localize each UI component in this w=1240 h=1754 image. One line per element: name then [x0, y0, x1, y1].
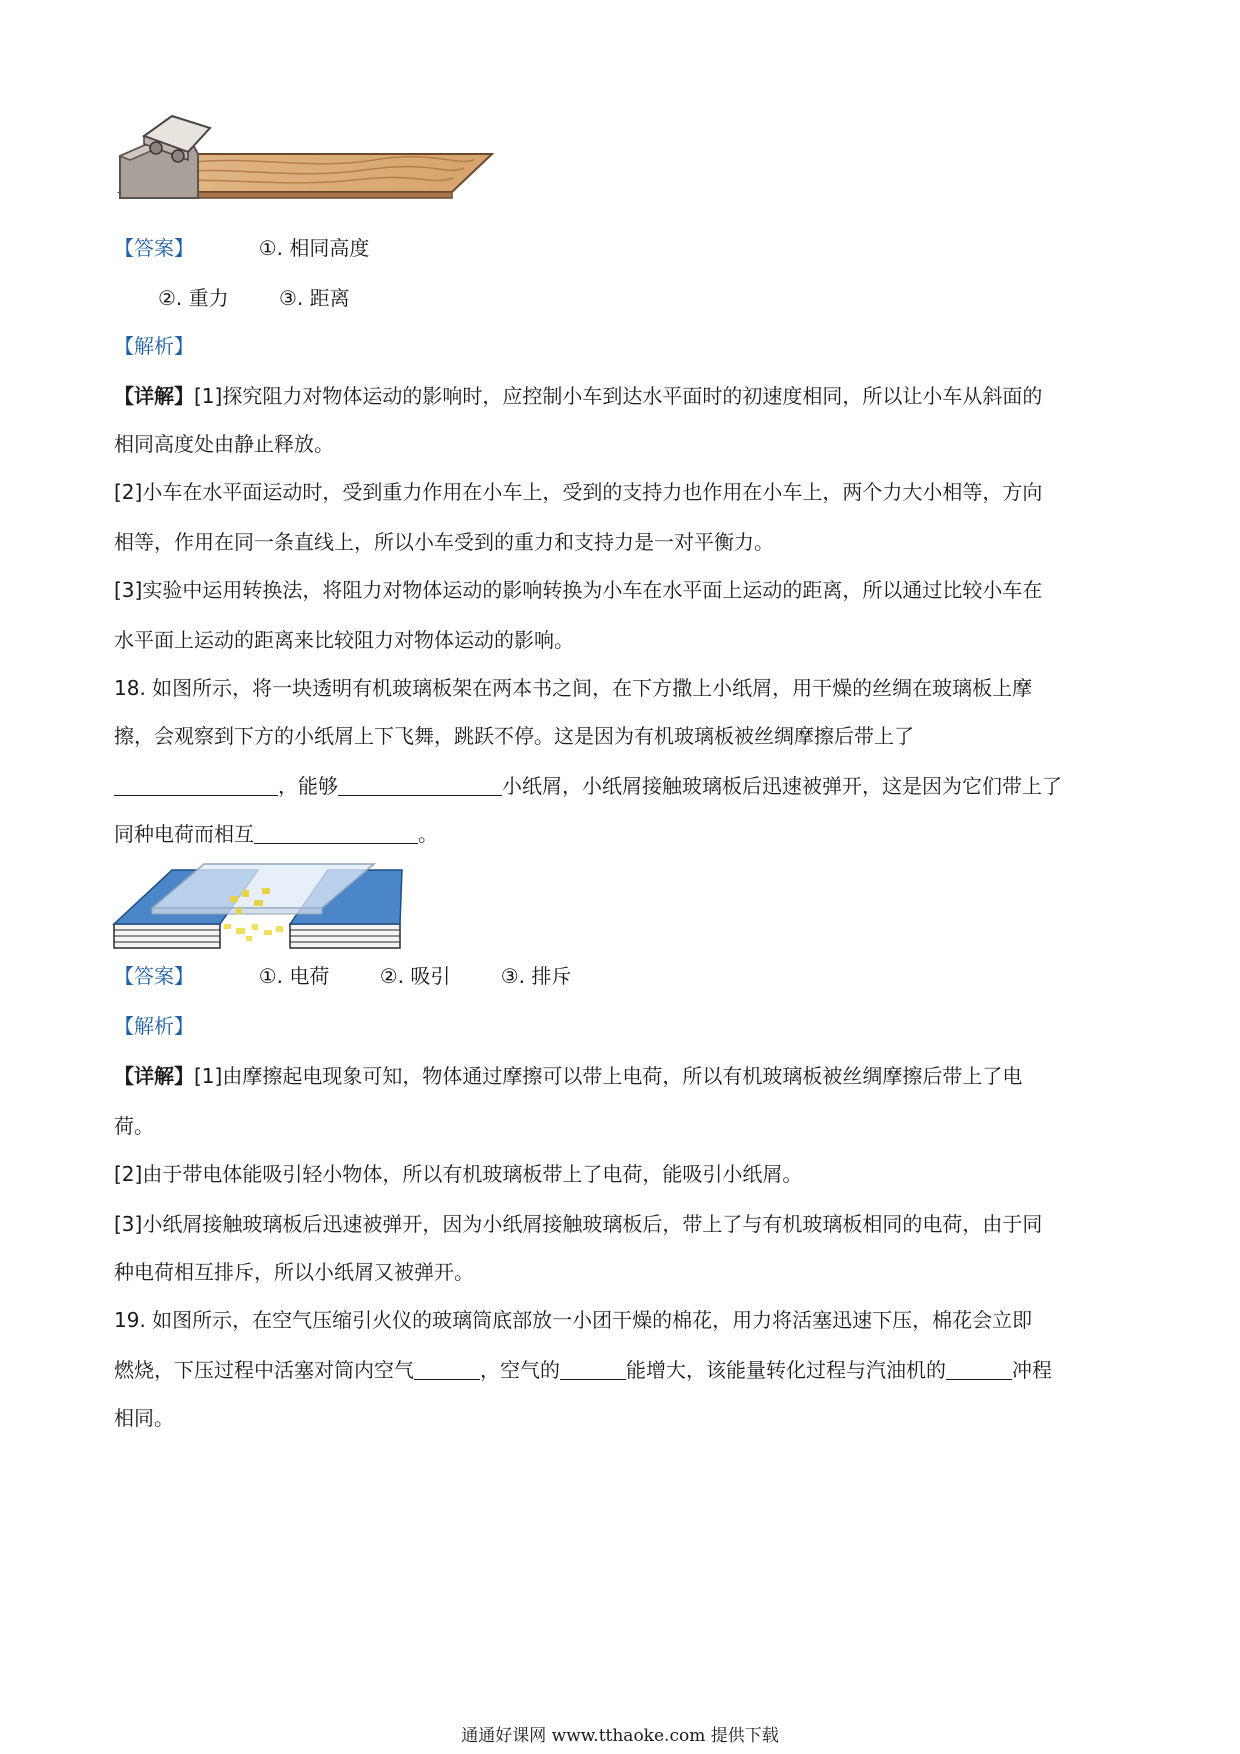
answer-blank[interactable]: [414, 1359, 480, 1380]
answer-item: ①. 电荷: [258, 964, 330, 988]
answer-item: ②. 吸引: [379, 964, 451, 988]
answer-label: 【答案】: [114, 964, 194, 988]
answer-label: 【答案】: [114, 236, 194, 260]
q17-answer-row-1: [114, 234, 1134, 262]
q19-question-line: 19. 如图所示，在空气压缩引火仪的玻璃筒底部放一小团干燥的棉花，用力将活塞迅速下压，棉花会立即: [114, 1308, 1033, 1332]
glass-plate-books-figure: [112, 862, 404, 958]
q17-detail-line: 水平面上运动的距离来比较阻力对物体运动的影响。: [114, 628, 574, 652]
q18-detail-line: 【详解】[1]由摩擦起电现象可知，物体通过摩擦可以带上电荷，所以有机玻璃板被丝绸摩擦后带上了电: [114, 1064, 1023, 1088]
q18-detail-line: 荷。: [114, 1114, 154, 1138]
q17-answer-row-2: [158, 284, 1178, 312]
answer-blank[interactable]: [560, 1359, 626, 1380]
q19-question-line: 燃烧，下压过程中活塞对筒内空气 ，空气的 能增大，该能量转化过程与汽油机的 冲程: [114, 1358, 1052, 1382]
answer-item: ①. 相同高度: [258, 236, 370, 260]
q18-question-line: 同种电荷而相互 。: [114, 822, 438, 846]
q18-detail-line: 种电荷相互排斥，所以小纸屑又被弹开。: [114, 1260, 474, 1284]
page-footer: 通通好课网 www.tthaoke.com 提供下载: [461, 1726, 779, 1746]
answer-blank[interactable]: [114, 775, 278, 796]
detail-label: 【详解】: [114, 384, 194, 408]
q18-detail-line: [3]小纸屑接触玻璃板后迅速被弹开，因为小纸屑接触玻璃板后，带上了与有机玻璃板相同的电荷，由于同: [114, 1212, 1043, 1236]
q18-question-line: 18. 如图所示，将一块透明有机玻璃板架在两本书之间，在下方撒上小纸屑，用干燥的丝绸在玻璃板上摩: [114, 676, 1033, 700]
q18-question-line: ，能够 小纸屑，小纸屑接触玻璃板后迅速被弹开，这是因为它们带上了: [114, 772, 1134, 800]
answer-item: ③. 排斥: [500, 964, 572, 988]
q18-answer-row: [114, 962, 1134, 990]
answer-blank[interactable]: [254, 823, 418, 844]
answer-blank[interactable]: [338, 775, 502, 796]
answer-blank[interactable]: [946, 1359, 1012, 1380]
q18-analysis-label: 【解析】: [114, 1014, 194, 1038]
q17-detail-line: [3]实验中运用转换法，将阻力对物体运动的影响转换为小车在水平面上运动的距离，所以通过比较小车在: [114, 578, 1043, 602]
q17-detail-line: [2]小车在水平面运动时，受到重力作用在小车上，受到的支持力也作用在小车上，两个力大小相等，方向: [114, 480, 1043, 504]
answer-item: ②. 重力: [158, 286, 229, 310]
q18-detail-line: [2]由于带电体能吸引轻小物体，所以有机玻璃板带上了电荷，能吸引小纸屑。: [114, 1162, 803, 1186]
answer-item: ③. 距离: [279, 286, 350, 310]
q17-detail-line: 相等，作用在同一条直线上，所以小车受到的重力和支持力是一对平衡力。: [114, 530, 774, 554]
q18-question-line: 擦，会观察到下方的小纸屑上下飞舞，跳跃不停。这是因为有机玻璃板被丝绸摩擦后带上了: [114, 724, 914, 748]
q17-analysis-label: 【解析】: [114, 334, 194, 358]
q19-question-line: 相同。: [114, 1406, 174, 1430]
detail-label: 【详解】: [114, 1064, 194, 1088]
q17-detail-line: 【详解】[1]探究阻力对物体运动的影响时，应控制小车到达水平面时的初速度相同，所以让小车从斜面的: [114, 384, 1043, 408]
ramp-car-figure: [114, 108, 494, 204]
q17-detail-line: 相同高度处由静止释放。: [114, 432, 334, 456]
